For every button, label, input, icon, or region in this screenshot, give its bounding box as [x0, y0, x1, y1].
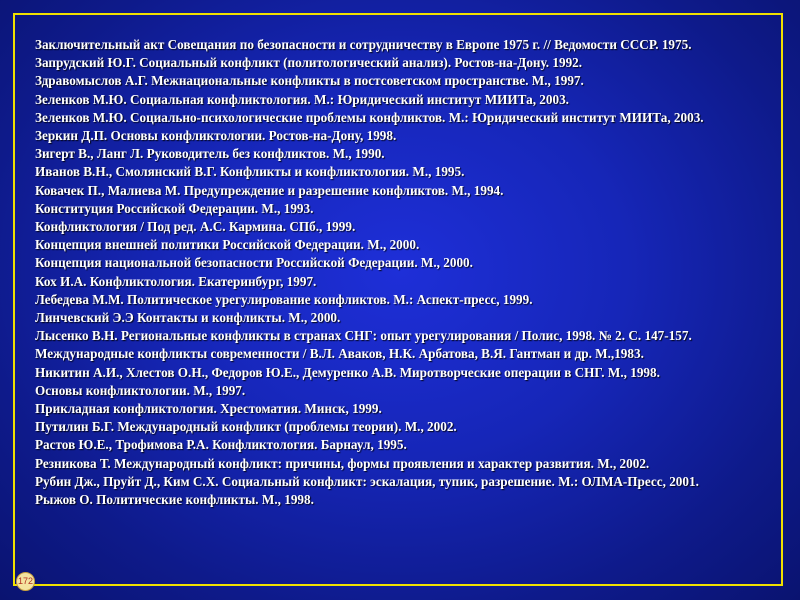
reference-item: Иванов В.Н., Смолянский В.Г. Конфликты и конфликтология. М., 1995.: [35, 164, 465, 180]
reference-item: Растов Ю.Е., Трофимова Р.А. Конфликтология. Барнаул, 1995.: [35, 437, 407, 453]
reference-item: Зеркин Д.П. Основы конфликтологии. Ростов-на-Дону, 1998.: [35, 128, 397, 144]
reference-item: Лебедева М.М. Политическое урегулирование конфликтов. М.: Аспект-пресс, 1999.: [35, 291, 533, 307]
reference-item: Лысенко В.Н. Региональные конфликты в странах СНГ: опыт урегулирования / Полис, 1998. № 2. С. 147-157.: [35, 328, 692, 344]
reference-item: Конституция Российской Федерации. М., 1993.: [35, 200, 314, 216]
reference-item: Никитин А.И., Хлестов О.Н., Федоров Ю.Е., Демуренко А.В. Миротворческие операции в СНГ. М., 1998.: [35, 364, 660, 380]
reference-item: Кох И.А. Конфликтология. Екатеринбург, 1997.: [35, 273, 317, 289]
reference-item: Рыжов О. Политические конфликты. М., 1998.: [35, 492, 314, 508]
reference-item: Основы конфликтологии. М., 1997.: [35, 382, 246, 398]
reference-item: Зеленков М.Ю. Социально-психологические проблемы конфликтов. М.: Юридический институт МИИТа, 2003.: [35, 109, 704, 125]
reference-item: Ковачек П., Малиева М. Предупреждение и разрешение конфликтов. М., 1994.: [35, 182, 504, 198]
reference-item: Заключительный акт Совещания по безопасности и сотрудничеству в Европе 1975 г. // Ведомости СССР. 1975.: [35, 37, 692, 52]
reference-item: Конфликтология / Под ред. А.С. Кармина. СПб., 1999.: [35, 219, 356, 235]
reference-item: Резникова Т. Международный конфликт: причины, формы проявления и характер развития. М., 2002.: [35, 455, 650, 471]
reference-item: Концепция внешней политики Российской Федерации. М., 2000.: [35, 237, 420, 253]
reference-item: Запрудский Ю.Г. Социальный конфликт (политологический анализ). Ростов-на-Дону. 1992.: [35, 55, 583, 71]
reference-item: Зигерт В., Ланг Л. Руководитель без конфликтов. М., 1990.: [35, 146, 385, 162]
reference-item: Линчевский Э.Э Контакты и конфликты. М., 2000.: [35, 310, 341, 326]
reference-item: Путилин Б.Г. Международный конфликт (проблемы теории). М., 2002.: [35, 419, 457, 435]
reference-item: Международные конфликты современности / В.Л. Аваков, Н.К. Арбатова, В.Я. Гантман и др. М.,1983.: [35, 346, 644, 362]
reference-item: Рубин Дж., Пруйт Д., Ким С.Х. Социальный конфликт: эскалация, тупик, разрешение. М.: ОЛМА-Пресс, 2001.: [35, 473, 699, 489]
reference-item: Здравомыслов А.Г. Межнациональные конфликты в постсоветском пространстве. М., 1997.: [35, 73, 584, 89]
reference-list: [35, 36, 774, 509]
page-number-badge: 172: [16, 572, 35, 591]
reference-item: Зеленков М.Ю. Социальная конфликтология. М.: Юридический институт МИИТа, 2003.: [35, 91, 569, 107]
reference-item: Концепция национальной безопасности Российской Федерации. М., 2000.: [35, 255, 473, 271]
reference-item: Прикладная конфликтология. Хрестоматия. Минск, 1999.: [35, 401, 382, 417]
